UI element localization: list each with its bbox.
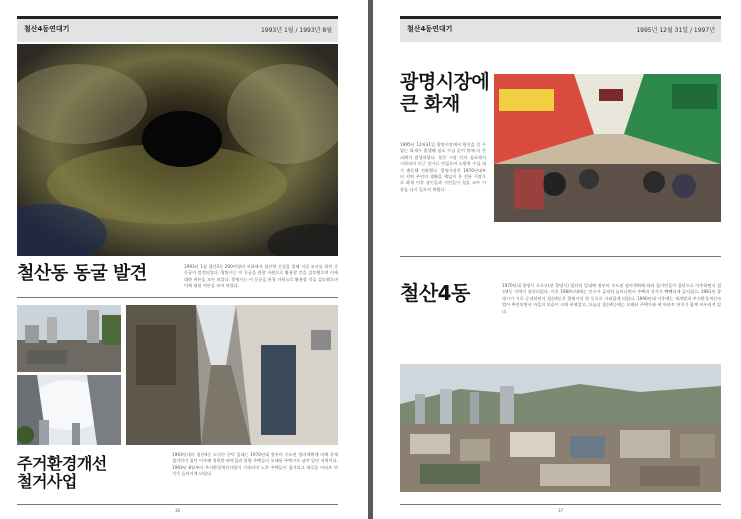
- section-name: 철산4동연대기: [407, 25, 453, 33]
- alley-photo: [126, 305, 338, 445]
- left-page-header: [17, 16, 338, 42]
- market-photo: [494, 74, 721, 222]
- article-title-cave: 철산동 동굴 발견: [17, 263, 147, 284]
- neighborhood-photo: [400, 364, 721, 492]
- article-title-redevelopment: 주거환경개선 철거사업: [17, 454, 107, 492]
- page-number: 37: [558, 508, 564, 513]
- article-title-market-fire: 광명시장에 큰 화재: [400, 71, 490, 115]
- article-body-redevelopment: 1993년대의 철산4동 도덕산 중턱 일대는 1970년대 정부의 수도권 정비계획에 의해 강제 철거민이 집단 이주해 정착한 판잣집과 불량 주택들이 오래된 주택가로 남아 있던 지역이다. 1993년 8월부터 주거환경개선사업이 시작되어 노후 주택들이 철거되고 새로운 아파트 단지가 들어서게 되었다.: [172, 452, 338, 477]
- footer-rule: [17, 504, 338, 505]
- article-body-cheolsan4dong: 1970년대 광명시 구로구(현 광명시) 철산리 일대에 정부의 수도권 정비계획에 따라 철거민들이 집단으로 이주하면서 철산4동 지역이 형성되었다. 이후 1980년대에는 인구가 급격히 늘어나면서 주택과 상가가 빽빽하게 들어섰고, 1981년 광명시가 시로 승격되면서 철산4동은 광명시의 한 동으로 자리잡게 되었다. 1990년대 이후에는 재개발과 주거환경개선사업이 추진되면서 마을의 모습이 크게 바뀌었고, 오늘날 철산4동에는 오래된 주택가와 새 아파트 단지가 함께 어우러져 있다.: [502, 283, 721, 314]
- sky-apartment-photo: [17, 375, 121, 445]
- article-body-cave: 1993년 1월 철산3동 200여평의 지하에서 철산역 건설을 위해 지질 조사를 하던 중 동굴이 발견되었다. 광명시는 이 동굴을 관광 자원으로 활용할 것을 검토했으며 이에 대한 여론을 모아 보았다. 광명시는 이 동굴을 관광 자원으로 활용할 것을 검토했으며 이에 대한 여론을 모아 보았다.: [184, 264, 338, 289]
- article-divider: [17, 297, 338, 298]
- section-date-range: 1993년 1월 / 1993년 8월: [260, 27, 332, 34]
- article-divider: [400, 256, 721, 257]
- right-page-header: [400, 16, 721, 42]
- article-title-cheolsan4dong: 철산4동: [400, 281, 470, 305]
- left-page: [0, 0, 368, 519]
- section-name: 철산4동연대기: [24, 25, 70, 33]
- cave-photo: [17, 44, 338, 256]
- page-number: 36: [175, 508, 181, 513]
- section-date-range: 1995년 12월 31일 / 1997년: [636, 27, 715, 34]
- article-body-market-fire: 1995년 12월31일 광명시장에서 원인을 알 수 없는 화재가 발생해 점포 수십 곳이 불에 타 큰 피해가 발생하였다. 불은 시장 안의 점포에서 시작되어 인근 상가로 번졌으며 소방차 수십 대가 출동해 진화했다. 광명시장은 1970년대부터 지역 주민의 생활을 책임져 온 전통 시장으로 화재 이후 상인들과 시민들이 힘을 모아 시장을 다시 일으켜 세웠다.: [400, 142, 486, 192]
- footer-rule: [400, 504, 721, 505]
- rooftop-photo: [17, 305, 121, 372]
- right-page: [373, 0, 741, 519]
